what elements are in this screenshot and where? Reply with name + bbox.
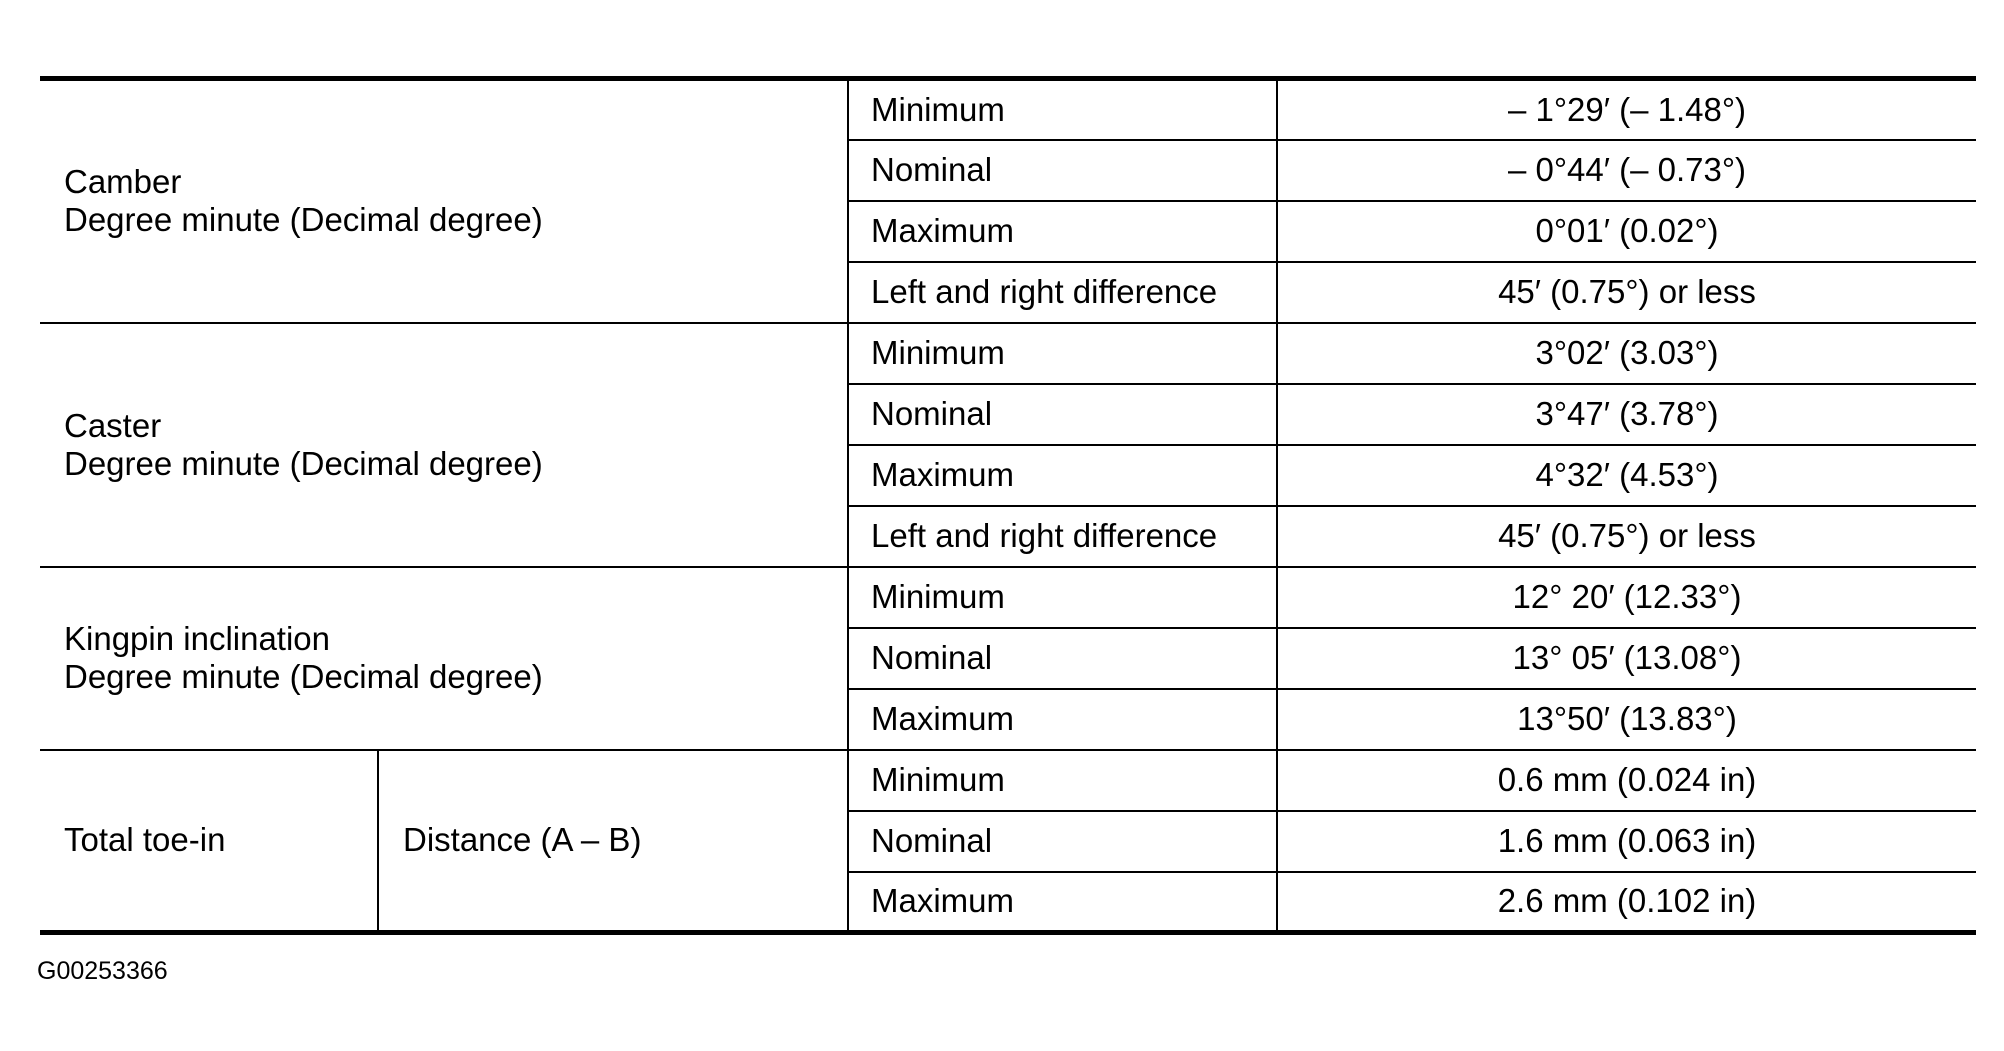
toe-in-distance-cell: Distance (A – B) [378,750,848,933]
camber-title: Camber [64,163,182,201]
toe-in-nominal-label: Nominal [848,811,1277,872]
figure-id-label: G00253366 [37,957,168,985]
camber-difference-value: 45′ (0.75°) or less [1277,262,1976,323]
kingpin-nominal-value: 13° 05′ (13.08°) [1277,628,1976,689]
toe-in-maximum-label: Maximum [848,872,1277,933]
kingpin-minimum-value: 12° 20′ (12.33°) [1277,567,1976,628]
caster-difference-value: 45′ (0.75°) or less [1277,506,1976,567]
kingpin-nominal-label: Nominal [848,628,1277,689]
camber-nominal-label: Nominal [848,140,1277,201]
camber-unit: Degree minute (Decimal degree) [64,201,543,239]
camber-minimum-label: Minimum [848,79,1277,140]
camber-maximum-value: 0°01′ (0.02°) [1277,201,1976,262]
camber-minimum-value: – 1°29′ (– 1.48°) [1277,79,1976,140]
caster-unit: Degree minute (Decimal degree) [64,444,543,482]
table-row [40,750,1976,811]
caster-nominal-value: 3°47′ (3.78°) [1277,384,1976,445]
caster-title: Caster [64,406,162,444]
camber-parameter-cell [40,79,848,323]
kingpin-maximum-label: Maximum [848,689,1277,750]
kingpin-maximum-value: 13°50′ (13.83°) [1277,689,1976,750]
kingpin-minimum-label: Minimum [848,567,1277,628]
alignment-spec-table [40,76,1976,935]
table-row [40,567,1976,628]
toe-in-parameter-cell: Total toe-in [40,750,378,933]
kingpin-title: Kingpin inclination [64,620,331,657]
table-row [40,323,1976,384]
camber-difference-label: Left and right difference [848,262,1277,323]
camber-maximum-label: Maximum [848,201,1277,262]
camber-nominal-value: – 0°44′ (– 0.73°) [1277,140,1976,201]
caster-parameter-cell [40,323,848,567]
table-row [40,79,1976,140]
kingpin-unit: Degree minute (Decimal degree) [64,658,543,695]
kingpin-parameter-cell [40,567,848,750]
caster-nominal-label: Nominal [848,384,1277,445]
caster-maximum-label: Maximum [848,445,1277,506]
toe-in-nominal-value: 1.6 mm (0.063 in) [1277,811,1976,872]
toe-in-minimum-label: Minimum [848,750,1277,811]
caster-difference-label: Left and right difference [848,506,1277,567]
caster-minimum-label: Minimum [848,323,1277,384]
caster-maximum-value: 4°32′ (4.53°) [1277,445,1976,506]
caster-minimum-value: 3°02′ (3.03°) [1277,323,1976,384]
toe-in-maximum-value: 2.6 mm (0.102 in) [1277,872,1976,933]
toe-in-minimum-value: 0.6 mm (0.024 in) [1277,750,1976,811]
